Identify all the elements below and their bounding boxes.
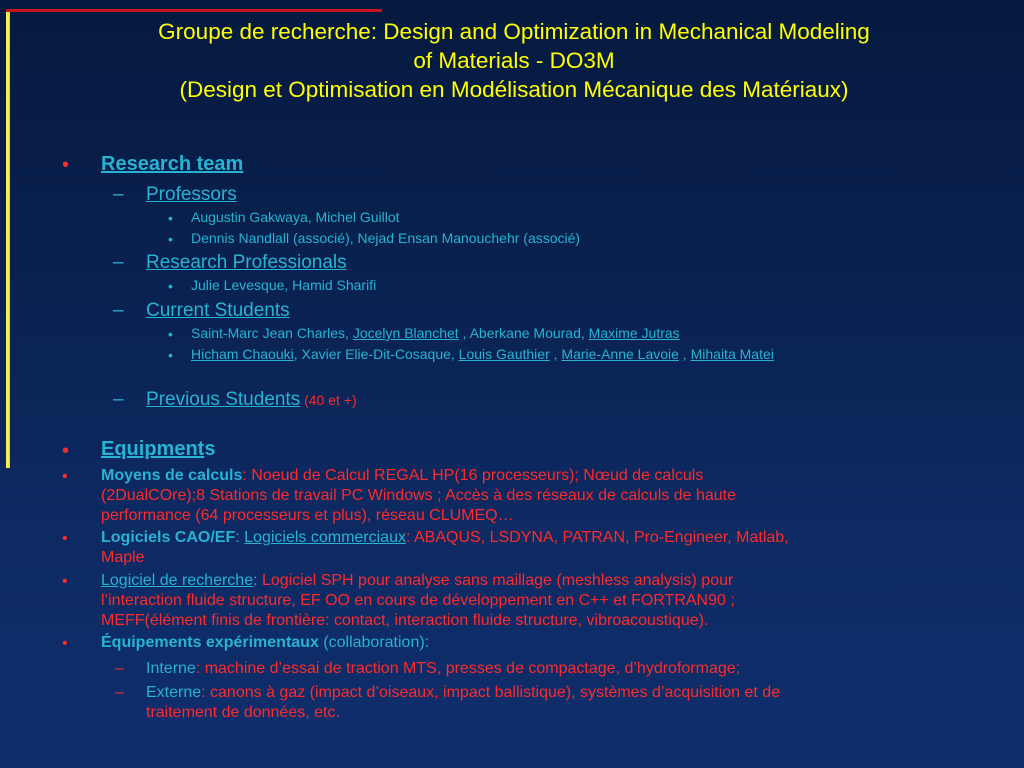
logiciels-text: Maple <box>101 549 145 566</box>
equipments-heading <box>101 438 215 461</box>
experimentaux-label: Équipements expérimentaux <box>101 634 319 651</box>
student-link-hicham-chaouki[interactable]: Hicham Chaouki <box>191 346 294 362</box>
previous-students-note: (40 et +) <box>300 392 357 408</box>
current-students-line-1 <box>191 325 680 341</box>
professors-item: Augustin Gakwaya, Michel Guillot <box>191 209 400 225</box>
bullet-experimentaux: • <box>62 635 68 652</box>
logiciel-de-recherche-link[interactable]: Logiciel de recherche <box>101 572 254 589</box>
student-link-mihaita-matei[interactable]: Mihaita Matei <box>690 346 774 362</box>
student-link-marie-anne-lavoie[interactable]: Marie-Anne Lavoie <box>561 346 679 362</box>
logiciels-cao-ef-item <box>101 528 789 568</box>
dash-interne: – <box>115 660 124 677</box>
title-line-2: of Materials - DO3M <box>413 48 615 73</box>
separator: , <box>678 346 691 362</box>
moyens-text: performance (64 processeurs et plus), réseau CLUMEQ… <box>101 507 514 524</box>
dash-current-students: – <box>113 300 124 321</box>
logiciel-recherche-colon: : <box>253 572 258 589</box>
dash-professors: – <box>113 184 124 205</box>
logiciel-recherche-text: Logiciel SPH pour analyse sans maillage (meshless analysis) pour <box>257 572 734 589</box>
research-professionals-item: Julie Levesque, Hamid Sharifi <box>191 277 377 293</box>
student-name: , Aberkane Mourad, <box>458 325 589 341</box>
externe-text: : canons à gaz (impact d’oiseaux, impact ballistique), systèmes d’acquisition et de <box>201 684 781 701</box>
dash-previous-students: – <box>113 389 124 410</box>
logiciel-recherche-text: MEFF(élément finis de frontière: contact, interaction fluide structure, vibroacoustique). <box>101 612 709 629</box>
separator: , <box>549 346 562 362</box>
moyens-text: : Noeud de Calcul REGAL HP(16 processeurs); Nœud de calculs <box>242 467 704 484</box>
bullet-moyens: • <box>62 468 68 485</box>
student-name: , Xavier Elie-Dit-Cosaque, <box>293 346 459 362</box>
current-students-line-2 <box>191 346 774 362</box>
title-line-3: (Design et Optimisation en Modélisation Mécanique des Matériaux) <box>179 77 849 102</box>
previous-students-link[interactable]: Previous Students <box>146 389 301 410</box>
bullet-prof-2: • <box>168 231 173 247</box>
research-professionals-link[interactable]: Research Professionals <box>146 252 347 273</box>
bullet-logiciels: • <box>62 530 68 547</box>
moyens-de-calculs-item <box>101 466 736 526</box>
moyens-text: (2DualCOre);8 Stations de travail PC Windows ; Accès à des réseaux de calculs de haute <box>101 487 736 504</box>
logiciels-commerciaux-link[interactable]: Logiciels commerciaux <box>244 529 406 546</box>
externe-item <box>146 683 780 723</box>
student-name: Saint-Marc Jean Charles, <box>191 325 353 341</box>
bullet-cs-2: • <box>168 347 173 363</box>
bullet-prof-1: • <box>168 210 173 226</box>
bullet-logiciel-recherche: • <box>62 573 68 590</box>
professors-link[interactable]: Professors <box>146 184 237 205</box>
title-line-1: Groupe de recherche: Design and Optimization in Mechanical Modeling <box>158 19 870 44</box>
current-students-link[interactable]: Current Students <box>146 300 290 321</box>
interne-item <box>146 659 740 679</box>
research-team-link[interactable]: Research team <box>101 153 244 175</box>
logiciel-de-recherche-item <box>101 571 735 631</box>
student-link-maxime-jutras[interactable]: Maxime Jutras <box>588 325 680 341</box>
student-link-louis-gauthier[interactable]: Louis Gauthier <box>458 346 550 362</box>
equipments-link[interactable]: Equipment <box>101 438 205 460</box>
externe-text: traitement de données, etc. <box>146 704 340 721</box>
externe-label: Externe <box>146 684 202 701</box>
bullet-research-team: • <box>62 154 70 176</box>
previous-students-line <box>146 389 357 411</box>
logiciels-label: Logiciels CAO/EF <box>101 529 236 546</box>
equipments-heading-tail: s <box>204 438 216 460</box>
interne-text: : machine d’essai de traction MTS, presses de compactage, d’hydroformage; <box>195 660 741 677</box>
logiciel-recherche-text: l’interaction fluide structure, EF OO en cours de développement en C++ et FORTRAN90 ; <box>101 592 735 609</box>
bullet-cs-1: • <box>168 326 173 342</box>
moyens-label: Moyens de calculs <box>101 467 243 484</box>
logiciels-text: : ABAQUS, LSDYNA, PATRAN, Pro-Engineer, Matlab, <box>405 529 789 546</box>
equipements-experimentaux-item <box>101 633 429 653</box>
bullet-equipments: • <box>62 440 70 462</box>
logiciels-colon: : <box>235 529 245 546</box>
bullet-rp-1: • <box>168 278 173 294</box>
dash-externe: – <box>115 684 124 701</box>
dash-research-professionals: – <box>113 252 124 273</box>
student-link-jocelyn-blanchet[interactable]: Jocelyn Blanchet <box>352 325 459 341</box>
interne-label: Interne <box>146 660 196 677</box>
professors-item: Dennis Nandlall (associé), Nejad Ensan Manouchehr (associé) <box>191 230 581 246</box>
experimentaux-text: (collaboration): <box>318 634 430 651</box>
